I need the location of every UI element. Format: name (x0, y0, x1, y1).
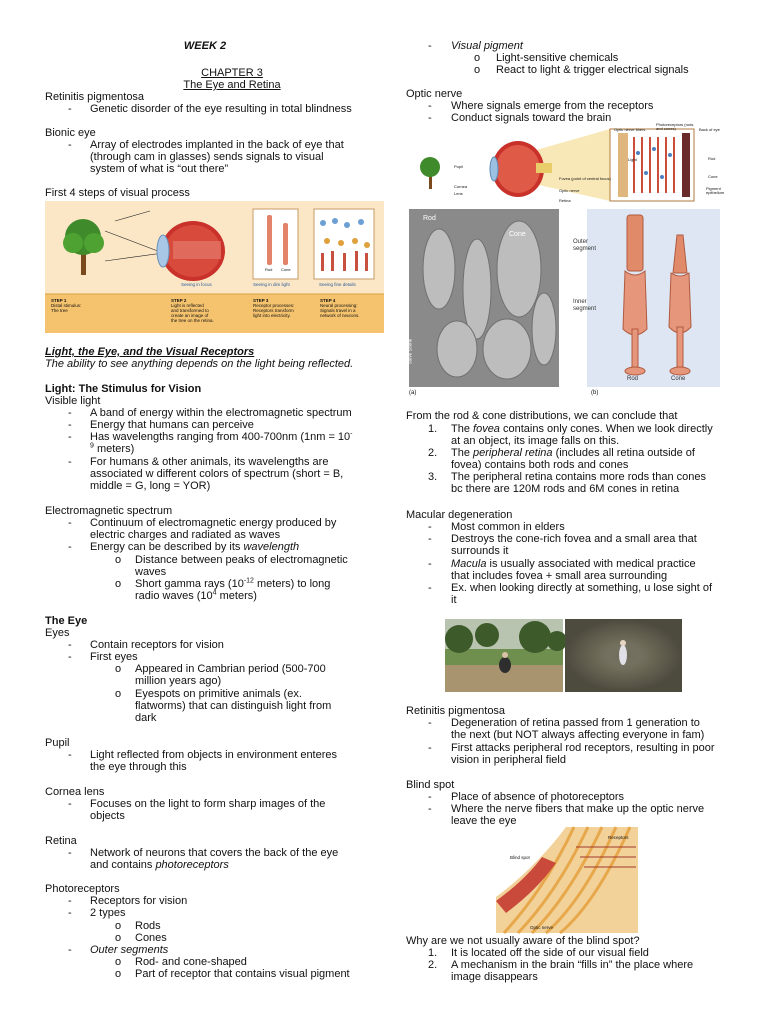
cornea-item-line: objects (90, 810, 125, 822)
vl-item-line: For humans & other animals, its wavelengths are (90, 456, 329, 468)
bionic-item-line: system of what is “out there” (90, 163, 229, 175)
eyes-subitem-line: flatworms) that can distinguish light from (135, 700, 332, 712)
section-subtitle: The ability to see anything depends on the light being reflected. (45, 358, 354, 370)
photo-subitem: Part of receptor that contains visual pigment (135, 968, 350, 980)
micro-label-rod: Rod (423, 215, 436, 222)
distribution-item-line: The peripheral retina contains more rods than cones (451, 471, 706, 483)
fig-label-cone: Cone (281, 267, 291, 272)
rod-cone-figure (409, 209, 720, 402)
eyes-subitem-line: Eyespots on primitive animals (ex. (135, 688, 302, 700)
distribution-item-line: The fovea contains only cones. When we look directly (451, 423, 713, 435)
bullet-dash: - (68, 431, 72, 443)
vl-item-line: middle = G, long = YOR) (90, 480, 211, 492)
bullet-dash: - (68, 798, 72, 810)
photo-item: 2 types (90, 907, 126, 919)
bionic-item-line: (through cam in glasses) sends signals to visual (90, 151, 324, 163)
ems-heading: Electromagnetic spectrum (45, 505, 173, 517)
distribution-item-line: at an object, its image falls on this. (451, 435, 620, 447)
answer-item-line: image disappears (451, 971, 538, 983)
bullet-dash: - (68, 639, 72, 651)
bullet-dash: - (68, 944, 72, 956)
fig-label-rod: Rod (265, 267, 273, 272)
bullet-dash: - (68, 456, 72, 468)
vl-item-line: associated w different colors of spectrum (short = B, (90, 468, 344, 480)
retina-heading: Retina (45, 835, 77, 847)
label-inner-segment: Inner segment (573, 299, 597, 312)
eyes-subitem-line: Appeared in Cambrian period (500-700 (135, 663, 326, 675)
fig-label-cone: Cone (708, 174, 718, 179)
bullet-dash: - (428, 558, 432, 570)
bullet-circle: o (115, 920, 122, 932)
vl-item: A band of energy within the electromagnetic spectrum (90, 407, 352, 419)
bullet-dash: - (428, 717, 432, 729)
optic-nerve-heading: Optic nerve (406, 88, 463, 100)
rp-item-line: First attacks peripheral rod receptors, resulting in poor (451, 742, 715, 754)
eyes-item: First eyes (90, 651, 138, 663)
distribution-item-line: The peripheral retina (includes all retina outside of (451, 447, 695, 459)
distribution-item-line: bc there are 120M rods and 6M cones in retina (451, 483, 680, 495)
eyes-item: Contain receptors for vision (90, 639, 224, 651)
cornea-item-line: Focuses on the light to form sharp images of the (90, 798, 326, 810)
label-cone: Cone (671, 376, 686, 382)
eyes-subitem-line: million years ago) (135, 675, 222, 687)
micro-label-cone: Cone (509, 231, 526, 238)
pupil-item-line: Light reflected from objects in environment enteres (90, 749, 338, 761)
pupil-item-line: the eye through this (90, 761, 187, 773)
fig-label-optic-nerve: Optic nerve (559, 188, 580, 193)
chapter-number: CHAPTER 3 (201, 67, 263, 79)
photo-item: Receptors for vision (90, 895, 188, 907)
optic-item: Where signals emerge from the receptors (451, 100, 654, 112)
fig-label-optic-nerve: Optic nerve (530, 925, 554, 930)
fig-label-rod: Rod (708, 156, 716, 161)
rp-item-line: the next (but NOT always affecting everyone in fam) (451, 729, 705, 741)
bullet-dash: - (428, 112, 432, 124)
micro-credit: Steve Scene (407, 338, 413, 365)
bullet-dash: - (68, 541, 72, 553)
bullet-dash: - (68, 907, 72, 919)
bullet-circle: o (115, 956, 122, 968)
fig-label-fovea: Fovea (point of central focus) (559, 176, 611, 181)
eye-cross-section-figure (418, 123, 732, 207)
fig-label-blind-spot: Blind spot (510, 855, 530, 860)
macular-item-line: surrounds it (451, 545, 509, 557)
bullet-dash: - (428, 40, 432, 52)
bullet-circle: o (115, 688, 122, 700)
number-marker: 3. (428, 471, 438, 483)
rp-heading: Retinitis pigmentosa (45, 91, 145, 103)
bionic-heading: Bionic eye (45, 127, 96, 139)
photoreceptors-heading: Photoreceptors (45, 883, 120, 895)
fig-label-photoreceptors: Photoreceptors (rods and cones) (656, 122, 694, 131)
ems-subitem-radio: radio waves ($10^4$ meters) (135, 589, 257, 602)
step3-caption: STEP 3 Receptor processes: Receptors transform light into electricity. (253, 298, 295, 318)
retina-item-line: and contains photoreceptors (90, 859, 229, 871)
bullet-dash: - (68, 895, 72, 907)
fig-label-back-of-eye: Back of eye (699, 127, 720, 132)
macular-item-line: Destroys the cone-rich fovea and a small area that (451, 533, 697, 545)
fig-label-receptors: Receptors (608, 835, 629, 840)
bullet-dash: - (68, 517, 72, 529)
eyes-subitem-line: dark (135, 712, 157, 724)
macular-item-line: Ex. when looking directly at something, u lose sight of (451, 582, 713, 594)
macular-item-line: it (451, 594, 457, 606)
macular-degeneration-photos (445, 619, 682, 692)
ems-item-line: Continuum of electromagnetic energy produced by (90, 517, 337, 529)
photo-subitem: Rods (135, 920, 161, 932)
retina-item-line: Network of neurons that covers the back of the eye (90, 847, 339, 859)
fig-label-cornea: Cornea (454, 184, 468, 189)
fig-label-optic-fibers: Optic nerve fibers (614, 127, 646, 132)
bullet-dash: - (428, 791, 432, 803)
vl-item: Energy that humans can perceive (90, 419, 254, 431)
rp-heading-right: Retinitis pigmentosa (406, 705, 506, 717)
visible-light-heading: Visible light (45, 395, 101, 407)
bullet-dash: - (428, 521, 432, 533)
blind-spot-heading: Blind spot (406, 779, 455, 791)
panel-label-a: (a) (409, 390, 417, 396)
bullet-dash: - (68, 407, 72, 419)
vl-item-wavelength-cont: $^9$ meters) (90, 442, 135, 455)
macular-item-line: Macula is usually associated with medical practice (451, 558, 696, 570)
label-rod: Rod (627, 376, 639, 382)
fig-label-seeing-dim: Seeing in dim light (253, 282, 290, 287)
fig-label-retina: Retina (559, 198, 571, 203)
rp-item-line: Degeneration of retina passed from 1 generation to (451, 717, 700, 729)
bullet-circle: o (115, 554, 122, 566)
number-marker: 2. (428, 447, 438, 459)
fig-label-pupil: Pupil (454, 164, 463, 169)
panel-label-b: (b) (591, 390, 599, 396)
bullet-dash: - (428, 803, 432, 815)
step2-caption: STEP 2 Light is reflected and transformed to create an image of the tree on the retina. (171, 298, 214, 323)
macular-item-line: that includes fovea + small area surrounding (451, 570, 668, 582)
number-marker: 2. (428, 959, 438, 971)
ems-subitem-gamma: Short gamma rays ($10^{-12}$ meters) to long (135, 577, 331, 590)
step1-caption: STEP 1 Distal stimulus: The tree (51, 298, 82, 313)
visual-pigment-heading: Visual pigment (451, 40, 523, 52)
fig-label-seeing-focus: Seeing in focus (181, 282, 212, 287)
visual-process-figure (45, 201, 384, 333)
label-outer-segment: Outer segment (573, 239, 597, 252)
ems-item-line: electric charges and radiated as waves (90, 529, 281, 541)
blind-item-line: Where the nerve fibers that make up the optic nerve (451, 803, 705, 815)
number-marker: 1. (428, 423, 438, 435)
bullet-circle: o (115, 663, 122, 675)
steps-heading: First 4 steps of visual process (45, 187, 190, 199)
section-heading-light-eye: Light, the Eye, and the Visual Receptors (45, 346, 255, 358)
answer-item-line: A mechanism in the brain “fills in” the place where (451, 959, 694, 971)
photo-subitem: Cones (135, 932, 167, 944)
step4-caption: STEP 4 Neural processing: Signals travel in a network of neurons. (320, 298, 360, 318)
bullet-dash: - (68, 847, 72, 859)
bullet-circle: o (474, 52, 481, 64)
bullet-dash: - (68, 651, 72, 663)
fig-label-pigment: Pigment epithelium (706, 186, 725, 195)
distribution-item-line: fovea) contains both rods and cones (451, 459, 629, 471)
number-marker: 1. (428, 947, 438, 959)
rp-item-line: vision in peripheral field (451, 754, 566, 766)
macular-heading: Macular degeneration (406, 509, 513, 521)
bullet-circle: o (474, 64, 481, 76)
bullet-dash: - (428, 100, 432, 112)
rp-item: Genetic disorder of the eye resulting in total blindness (90, 103, 352, 115)
bullet-dash: - (428, 533, 432, 545)
blind-item: Place of absence of photoreceptors (451, 791, 625, 803)
week-title: WEEK 2 (183, 40, 227, 52)
bullet-dash: - (428, 582, 432, 594)
blind-spot-figure (496, 827, 638, 933)
eyes-heading: Eyes (45, 627, 70, 639)
stimulus-heading: Light: The Stimulus for Vision (45, 383, 202, 395)
answer-item: It is located off the side of our visual field (451, 947, 649, 959)
bullet-dash: - (68, 419, 72, 431)
optic-item: Conduct signals toward the brain (451, 112, 612, 124)
bullet-circle: o (115, 968, 122, 980)
blind-item-line: leave the eye (451, 815, 517, 827)
photo-item: Outer segments (90, 944, 169, 956)
bullet-dash: - (68, 103, 72, 115)
fig-label-lens: Lens (454, 191, 463, 196)
bullet-dash: - (68, 749, 72, 761)
fig-label-seeing-fine: Seeing fine details (319, 282, 356, 287)
vl-item-wavelength: Has wavelengths ranging from 400-700nm (1nm = 10- (90, 430, 353, 443)
pupil-heading: Pupil (45, 737, 70, 749)
eye-heading: The Eye (45, 615, 88, 627)
cornea-heading: Cornea lens (45, 786, 105, 798)
bullet-dash: - (68, 139, 72, 151)
bionic-item-line: Array of electrodes implanted in the back of eye that (90, 139, 344, 151)
ems-subitem-line: waves (135, 566, 167, 578)
bullet-dash: - (428, 742, 432, 754)
chapter-title: The Eye and Retina (183, 79, 281, 91)
ems-item-wavelength: Energy can be described by its wavelength (90, 541, 300, 553)
distribution-intro: From the rod & cone distributions, we can conclude that (406, 410, 678, 422)
bullet-circle: o (115, 932, 122, 944)
ems-subitem-line: Distance between peaks of electromagnetic (135, 554, 348, 566)
bullet-circle: o (115, 578, 122, 590)
vp-subitem: React to light & trigger electrical signals (496, 64, 689, 76)
photo-subitem: Rod- and cone-shaped (135, 956, 247, 968)
blind-spot-question: Why are we not usually aware of the blind spot? (406, 935, 640, 947)
fig-label-light: Light (628, 157, 637, 162)
macular-item: Most common in elders (451, 521, 565, 533)
vp-subitem: Light-sensitive chemicals (496, 52, 619, 64)
